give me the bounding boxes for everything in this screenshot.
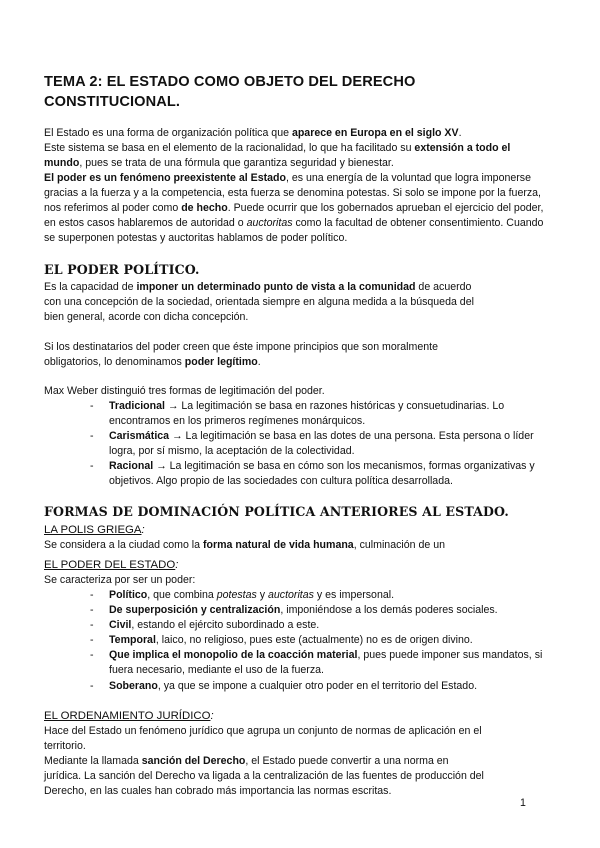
intro-paragraph-3 [44,171,549,246]
text: , que combina [147,589,217,601]
bold-text: Temporal [109,634,156,647]
subheading-ordenamiento [44,709,214,724]
dash-marker: - [90,430,94,443]
polis-paragraph [44,538,564,553]
dash-marker: - [90,634,94,647]
bold-text: Civil [109,619,132,632]
bold-text: aparece en Europa en el siglo XV [291,127,459,139]
poder-paragraph-3: Max Weber distinguió tres formas de legitimación del poder. [44,385,325,397]
bold-text: Que implica el monopolio de la coacción material [109,649,358,662]
list-item [90,633,560,648]
estado-features-list [90,588,560,694]
bold-text: De superposición y centralización [109,604,281,617]
bold-text: Político [109,589,148,601]
poder-paragraph-2 [44,340,474,370]
bold-text: Soberano [109,679,158,692]
text: Mediante la llamada [44,755,142,767]
bold-text: extensión a todo el mundo [44,142,511,170]
underlined-text: EL ORDENAMIENTO JURÍDICO [44,710,211,722]
italic-text: auctoritas [246,217,293,230]
page-number: 1 [520,797,526,809]
list-item [90,603,560,618]
bold-text: forma natural de vida humana [203,539,354,551]
text: , laico, no religioso, pues este (actualmente) no es de origen divino. [155,634,473,647]
italic-text: potestas [216,589,257,601]
dash-marker: - [90,589,94,601]
text: , el Estado puede convertir a una norma en jurídica. La sanción del Derecho va ligada a la centralización de las fuentes de producción del Derecho, en las cuales han cobrado más importancia las normas escritas. [44,755,484,798]
text: , pues se trata de una fórmula que garantiza seguridad y bienestar. [79,157,394,170]
text: , estando el ejército subordinado a este. [131,619,320,632]
bold-text: de hecho [181,202,228,215]
text: El Estado es una forma de organización política que [44,127,292,139]
text: → La legitimación se basa en razones históricas y consuetudinarias. Lo encontramos en los primeros regímenes monárquicos. [109,400,505,428]
text: . Puede ocurrir que los gobernados aprueban el ejercicio del poder, en estos casos hablaremos de autoridad o [44,202,544,230]
dash-marker: - [90,679,94,692]
text: , es una energía de la voluntad que logra imponerse gracias a la fuerza y a la competencia, esta fuerza se denomina potestas. Si solo se impone por la fuerza, nos referimos al poder como [44,172,542,215]
text: . [458,127,462,139]
underlined-text: EL PODER DEL ESTADO [44,559,176,571]
dash-marker: - [90,460,94,473]
list-item [90,459,560,489]
list-item [90,588,560,603]
estado-intro: Se caracteriza por ser un poder: [44,574,196,586]
list-item [90,679,560,694]
intro-paragraph-1 [44,126,564,141]
bold-text: poder legítimo [184,356,258,369]
text: y [256,589,269,601]
text: → La legitimación se basa en las dotes de una persona. Esta persona o líder logra, por sí mismo, la aceptación de la colectividad. [109,430,534,458]
text: Se considera a la ciudad como la [44,539,203,551]
document-title: TEMA 2: EL ESTADO COMO OBJETO DEL DERECHO CONSTITUCIONAL. [44,74,416,110]
ordenamiento-paragraph-1: Hace del Estado un fenómeno jurídico que agrupa un conjunto de normas de aplicación en el territorio. [44,725,482,753]
ordenamiento-paragraph-2 [44,754,484,799]
dash-marker: - [90,649,94,662]
subheading-polis [44,523,145,538]
text: Este sistema se basa en el elemento de la racionalidad, lo que ha facilitado su [44,142,415,154]
text: : [141,524,145,536]
text: Si los destinatarios del poder creen que éste impone principios que son moralmente obligatorios, lo denominamos [44,341,438,369]
text: Es la capacidad de [44,281,137,293]
bold-text: sanción del Derecho [141,755,246,767]
text: : [210,710,214,722]
bold-text: Carismática [109,430,170,443]
bold-text: imponer un determinado punto de vista a la comunidad [136,281,416,293]
poder-paragraph-1 [44,280,474,325]
bold-text: El poder es un fenómeno preexistente al Estado [44,172,286,184]
subheading-estado [44,558,178,573]
list-item [90,429,560,459]
text: , ya que se impone a cualquier otro poder en el territorio del Estado. [157,679,478,692]
text: de acuerdo con una concepción de la sociedad, orientada siempre en alguna medida a la búsqueda del bien general, acorde con dicha concepción. [44,281,474,324]
text: : [175,559,179,571]
legitimation-list [90,399,560,490]
list-item [90,618,560,633]
text: y es impersonal. [313,589,395,601]
text: , imponiéndose a los demás poderes sociales. [280,604,498,617]
text: , culminación de un [353,539,445,551]
italic-text: auctoritas [268,589,314,601]
list-item [90,399,560,429]
text: como la facultad de obtener consentimiento. Cuando se superponen potestas y auctoritas hablamos de poder político. [44,217,544,245]
bold-text: Racional [109,460,154,473]
section-heading-poder: EL PODER POLÍTICO. [44,262,200,277]
list-item [90,648,560,678]
dash-marker: - [90,604,94,617]
dash-marker: - [90,619,94,632]
dash-marker: - [90,400,94,412]
text: → La legitimación se basa en cómo son los mecanismos, formas organizativas y objetivos. Algo propio de las sociedades con cultura política desarrollada. [109,460,535,488]
intro-paragraph-2 [44,141,544,171]
bold-text: Tradicional [109,400,165,412]
underlined-text: LA POLIS GRIEGA [44,524,142,536]
section-heading-formas: FORMAS DE DOMINACIÓN POLÍTICA ANTERIORES AL ESTADO. [44,504,509,519]
text: , pues puede imponer sus mandatos, si fuera necesario, mediante el uso de la fuerza. [109,649,543,677]
text: . [257,356,261,369]
